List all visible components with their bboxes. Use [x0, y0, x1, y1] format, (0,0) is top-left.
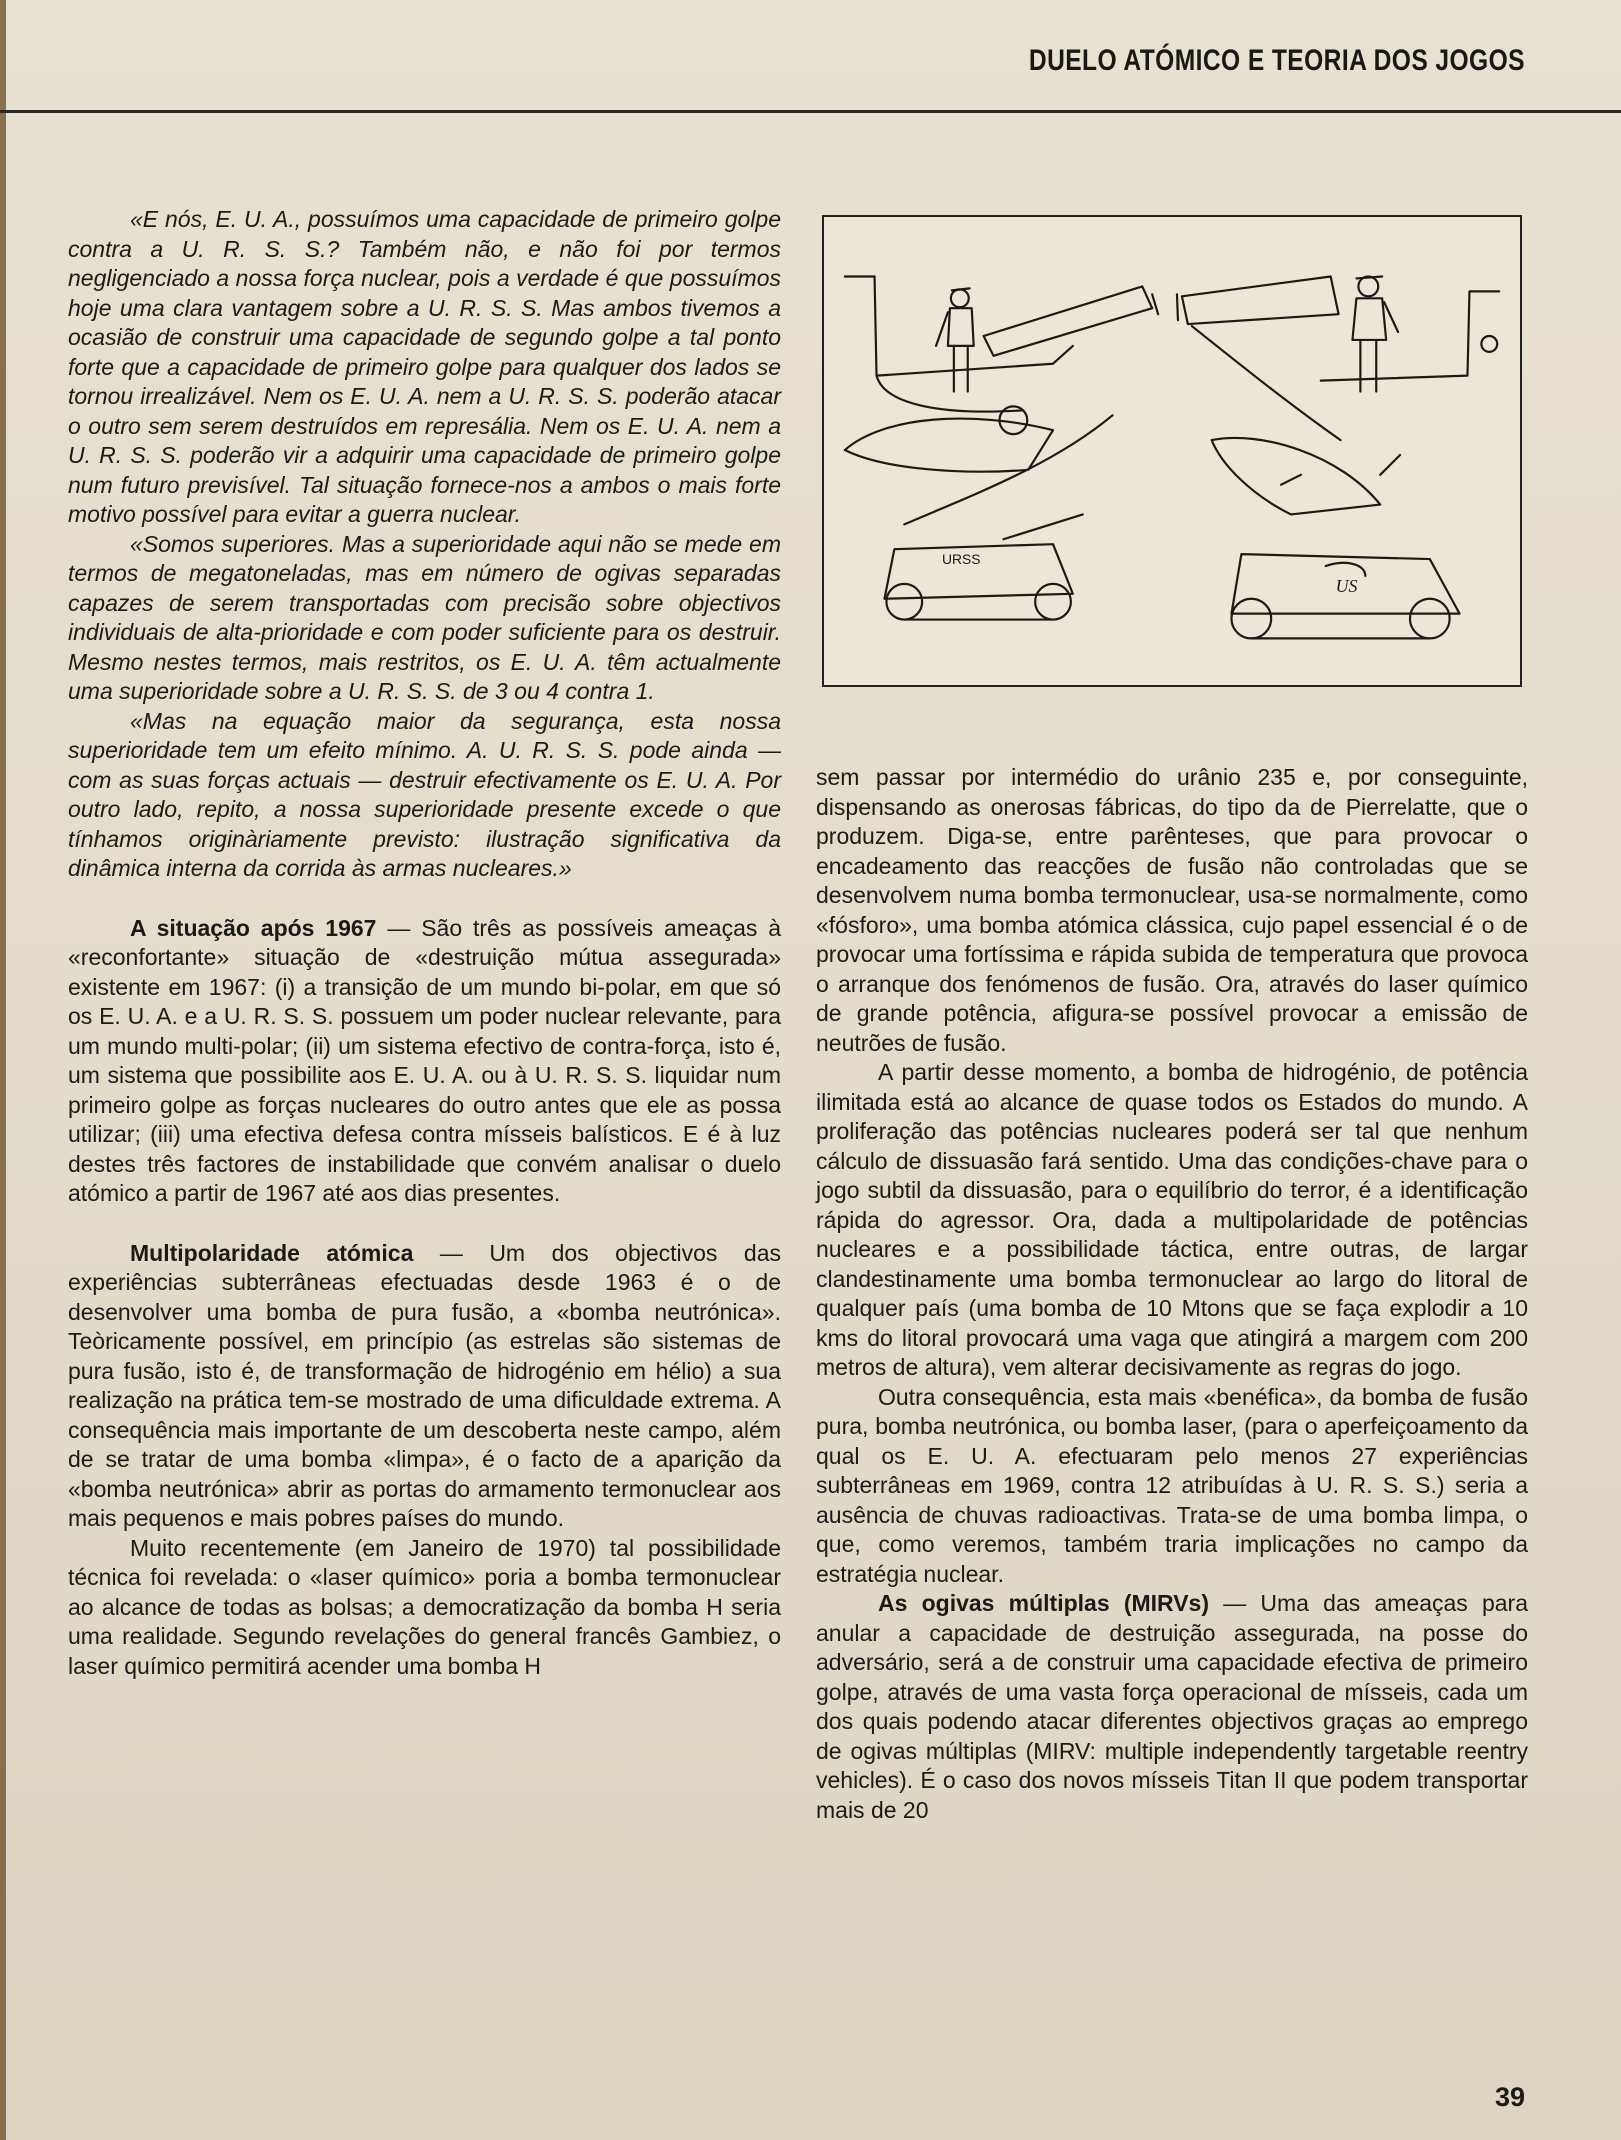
quote-paragraph-2: «Somos superiores. Mas a superioridade aqui não se mede em termos de megatoneladas, mas em número de ogivas separadas capazes de serem transportadas com precisão sobre objectivos individuais de alta-prioridade e com poder suficiente para os destruir. Mesmo nestes termos, mais restritos, os E. U. A. têm actualmente uma superioridade sobre a U. R. S. S. de 3 ou 4 contra 1. [68, 530, 781, 704]
left-platform-outline [845, 276, 1073, 375]
right-paragraph-3: Outra consequência, esta mais «benéfica», da bomba de fusão pura, bomba neutrónica, ou bomba laser, (para o aperfeiçoamento da qual os E. U. A. efectuaram pelo menos 27 experiências subterrâneas em 1969, contra 12 atribuídas à U. R. S. S.) seria a ausência de chuvas radioactivas. Trata-se de uma bomba limpa, o que, como veremos, também traria implicações no campo da estratégia nuclear. [816, 1383, 1528, 1587]
cartoon-drawing [824, 217, 1520, 685]
right-tank [1231, 554, 1459, 638]
section-ogivas-paragraph [816, 1589, 1528, 1825]
left-ship-hull [877, 376, 1024, 412]
left-column [68, 205, 781, 1681]
right-rocket-detail [1281, 475, 1301, 485]
left-officer-figure [936, 288, 974, 391]
right-tank-label: US [1335, 575, 1358, 596]
right-cannon-muzzle [1177, 294, 1178, 320]
section-situacao-paragraph [68, 914, 781, 1209]
right-officer-figure [1352, 276, 1398, 391]
page-number: 39 [1494, 2082, 1525, 2112]
quote-paragraph-1: «E nós, E. U. A., possuímos uma capacidade de primeiro golpe contra a U. R. S. S.? Também não, e não foi por termos negligenciado a nossa força nuclear, pois a verdade é que possuímos hoje uma clara vantagem sobre a U. R. S. S. Mas ambos tivemos a ocasião de construir uma capacidade de segundo golpe a tal ponto forte que a capacidade de primeiro golpe para qualquer dos lados se tornou irrealizável. Nem os E. U. A. nem a U. R. S. S. poderão atacar o outro sem serem destruídos em represália. Nem os E. U. A. nem a U. R. S. S. poderão vir a adquirir uma capacidade de primeiro golpe num futuro previsível. Tal situação fornece-nos a ambos o mais forte motivo possível para evitar a guerra nuclear. [68, 206, 781, 527]
spacer [68, 884, 781, 914]
laser-paragraph: Muito recentemente (em Janeiro de 1970) tal possibilidade técnica foi revelada: o «laser químico» poria a bomba termonuclear ao alcance de todas as bolsas; a democratização da bomba H seria uma realidade. Segundo revelações do general francês Gambiez, o laser químico permitirá acender uma bomba H [68, 1534, 781, 1679]
left-tank [884, 415, 1112, 619]
right-paragraph-1: sem passar por intermédio do urânio 235 e, por conseguinte, dispensando as onerosas fábricas, do tipo da de Pierrelatte, que o produzem. Diga-se, entre parênteses, que para provocar o encadeamento das reacções de fusão não controladas que se desenvolvem numa bomba termonuclear, usa-se normalmente, como «fósforo», uma bomba atómica clássica, cujo papel essencial é o de provocar uma fortíssima e rápida subida de temperatura que provoca o arranque dos fenómenos de fusão. Ora, através do laser químico de grande potência, afigura-se possível provocar a emissão de neutrões de fusão. [816, 764, 1528, 1056]
right-column [816, 763, 1528, 1825]
right-porthole [1481, 336, 1497, 352]
section-heading-ogivas: As ogivas múltiplas (MIRVs) [878, 1590, 1210, 1616]
section-multipolaridade-paragraph [68, 1239, 781, 1534]
section-ogivas-text: — Uma das ameaças para anular a capacidade de destruição assegurada, na posse do adversário, será a de construir uma capacidade efectiva de primeiro golpe, através de uma vasta força operacional de mísseis, cada um dos quais podendo atacar diferentes objectivos graças ao emprego de ogivas múltiplas (MIRV: multiple independently targetable reentry vehicles). É o caso dos novos mísseis Titan II que podem transportar mais de 20 [816, 1590, 1529, 1823]
right-cannon [1182, 276, 1339, 324]
left-cannon [984, 286, 1153, 355]
spacer [68, 1209, 781, 1239]
right-rocket-fin [1380, 455, 1400, 475]
right-platform-outline [1321, 291, 1499, 380]
section-heading-situacao: A situação após 1967 [130, 914, 377, 941]
right-ship-hull [1192, 326, 1341, 440]
left-rocket [845, 419, 1053, 472]
running-header-title: DUELO ATÓMICO E TEORIA DOS JOGOS [1028, 44, 1525, 77]
quote-paragraph-3: «Mas na equação maior da segurança, esta nossa superioridade tem um efeito mínimo. A. U. R. S. S. pode ainda — com as suas forças actuais — destruir efectivamente os E. U. A. Por outro lado, repito, a nossa superioridade presente excede o que tínhamos originàriamente previsto: ilustração significativa da dinâmica interna da corrida às armas nucleares.» [68, 707, 781, 881]
header-divider [0, 110, 1621, 113]
right-paragraph-2: A partir desse momento, a bomba de hidrogénio, de potência ilimitada está ao alcance de quase todos os Estados do mundo. A proliferação das potências nucleares poderá ser tal que nenhum cálculo de dissuasão fará sentido. Uma das condições-chave para o jogo subtil da dissuasão, para o equilíbrio do terror, é a identificação rápida do agressor. Ora, dada a multipolaridade de potências nucleares e a possibilidade táctica, entre outras, de largar clandestinamente uma bomba termonuclear ao largo do litoral de qualquer país (uma bomba de 10 Mtons que se faça explodir a 10 kms do litoral provocará uma vaga que atingirá a margem com 200 metros de altura), vem alterar decisivamente as regras do jogo. [816, 1059, 1528, 1380]
left-cannon-muzzle [1152, 294, 1158, 314]
page-binding-edge [0, 0, 6, 2140]
left-tank-label: URSS [941, 551, 981, 568]
section-heading-multipolaridade: Multipolaridade atómica [130, 1239, 414, 1266]
section-multipolaridade-text: — Um dos objectivos das experiências subterrâneas efectuadas desde 1963 é o de desenvolver uma bomba de pura fusão, a «bomba neutrónica». Teòricamente possível, em princípio (as estrelas são sistemas de pura fusão, isto é, de transformação de hidrogénio em hélio) a sua realização na prática tem-se mostrado de uma dificuldade extrema. A consequência mais importante de um descoberta neste campo, além de se tratar de uma bomba «limpa», é o facto de a aparição da «bomba neutrónica» abrir as portas do armamento termonuclear aos mais pequenos e mais pobres países do mundo. [68, 1239, 781, 1531]
section-situacao-text: — São três as possíveis ameaças à «reconfortante» situação de «destruição mútua assegurada» existente em 1967: (i) a transição de um mundo bi-polar, em que só os E. U. A. e a U. R. S. S. possuem um poder nuclear relevante, para um mundo multi-polar; (ii) um sistema efectivo de contra-força, isto é, um sistema que possibilite aos E. U. A. ou à U. R. S. S. liquidar num primeiro golpe as forças nucleares do outro antes que ele as possa utilizar; (iii) uma efectiva defesa contra mísseis balísticos. E é à luz destes três factores de instabilidade que convém analisar o duelo atómico a partir de 1967 até aos dias presentes. [68, 914, 782, 1206]
cartoon-illustration [822, 215, 1522, 687]
